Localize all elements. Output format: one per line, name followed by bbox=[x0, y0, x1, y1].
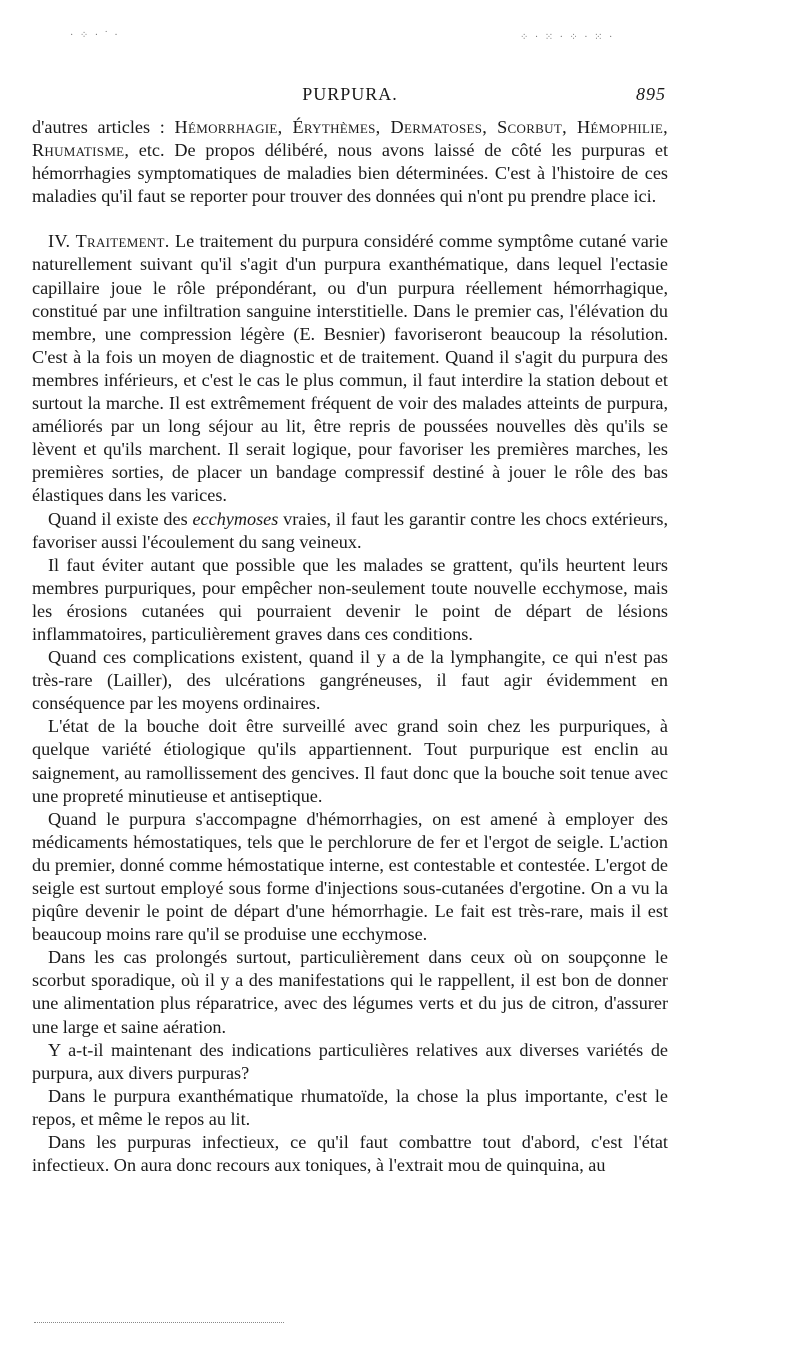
paragraph: L'état de la bouche doit être surveillé avec grand soin chez les purpuriques, à quelque variété étiologique qu'ils appartiennent. Tout purpurique est enclin au saignement, au ramollissement des gencives. Il faut donc que la bouche soit tenue avec une propreté minutieuse et antiseptique. bbox=[32, 716, 668, 806]
paragraph: Quand le purpura s'accompagne d'hémorrhagies, on est amené à employer des médicaments hémostatiques, tels que le perchlorure de fer et l'ergot de seigle. L'action du premier, donné comme hémostatique interne, est contestable et contestée. L'ergot de seigle est surtout employé sous forme d'injections sous-cutanées d'ergotine. On a vu la piqûre devenir le point de départ d'une hémorrhagie. Le fait est très-rare, mais il est beaucoup moins rare qu'il se produise une ecchymose. bbox=[32, 808, 668, 945]
paragraph-text: de ces maladies qu'il faut se reporter pour trouver des données qui n'ont pu prendre place ici. bbox=[32, 163, 668, 207]
page-number: 895 bbox=[636, 84, 666, 104]
bottom-dotted-rule bbox=[34, 1322, 284, 1323]
paragraph: d'autres articles : Hémorrhagie, Érythèmes, Dermatoses, Scorbut, Hémophilie, Rhumatisme, etc. De propos délibéré, nous avons laissé de côté les purpuras et hémorrhagies symptomatiques de maladies bien déterminées. C'est à l'histoire de ces maladies qu'il faut se reporter pour trouver des données qui n'ont pu prendre place ici. bbox=[32, 117, 668, 207]
paragraph: Dans le purpura exanthématique rhumatoïde, la chose la plus importante, c'est le repos, et même le repos au lit. bbox=[32, 1085, 668, 1129]
paragraph-text: Le traitement du purpura considéré comme symptôme cutané varie naturellement suivant qu'il s'agit d'un purpura exanthématique, dans lequel l'ectasie capillaire joue le rôle prépondérant, ou d'un purpura réellement hémorrhagique, constitué par une infiltration sanguine interstitielle. Dans le premier cas, l'élévation du membre, une compression légère (E. Besnier) favoriseront beaucoup la résolution. C'est à la fois un moyen de diagnostic et de traitement. Quand il s'agit du purpura des membres inférieurs, et c'est le cas le plus commun, il faut interdire la station debout et surtout la marche. Il est extrêmement fréquent de voir des malades atteints de purpura, améliorés par un long séjour au lit, être repris de poussées nouvelles dès qu'ils se lèvent et qu'ils marchent. Il serait logique, pour favoriser les premières marches, les premières sorties, de placer un bandage compressif destiné à jouer le rôle des bas élastiques dans les varices. bbox=[32, 231, 668, 506]
body-text bbox=[32, 116, 668, 1177]
paragraph: Dans les purpuras infectieux, ce qu'il faut combattre tout d'abord, c'est l'état infectieux. On aura donc recours aux toniques, à l'extrait mou de quinquina, au bbox=[32, 1132, 668, 1176]
scan-speckle-top: · ⁘ · ˙ · bbox=[70, 30, 120, 41]
running-title: PURPURA. bbox=[302, 84, 398, 104]
scan-speckle-top-right: ⁘ · ⁙ · ⁘ · ⁙ · bbox=[520, 32, 615, 43]
paragraph: Dans les cas prolongés surtout, particulièrement dans ceux où on soupçonne le scorbut sporadique, où il y a des manifestations qui le rappellent, il est bon de donner une alimentation plus réparatrice, avec des légumes verts et du jus de citron, d'assurer une large et saine aération. bbox=[32, 947, 668, 1037]
running-header bbox=[34, 84, 666, 110]
paragraph: Quand ces complications existent, quand il y a de la lymphangite, ce qui n'est pas très-rare (Lailler), des ulcérations gangréneuses, il faut agir évidemment en conséquence par les moyens ordinaires. bbox=[32, 647, 668, 714]
section-heading: IV. Traitement. bbox=[48, 231, 170, 252]
paragraph: Il faut éviter autant que possible que les malades se grattent, qu'ils heurtent leurs membres purpuriques, pour empêcher non-seulement toute nouvelle ecchymose, mais les érosions cutanées qui pourraient devenir le point de départ de lésions inflammatoires, particulièrement graves dans ces conditions. bbox=[32, 554, 668, 644]
section-paragraph bbox=[32, 230, 668, 507]
paragraph: Y a-t-il maintenant des indications particulières relatives aux diverses variétés de purpura, aux divers purpuras? bbox=[32, 1039, 668, 1083]
emphasis: ecchymoses bbox=[192, 508, 279, 529]
paragraph: Quand il existe des ecchymoses vraies, il faut les garantir contre les chocs extérieurs, favoriser aussi l'écoulement du sang veineux. bbox=[32, 508, 668, 552]
